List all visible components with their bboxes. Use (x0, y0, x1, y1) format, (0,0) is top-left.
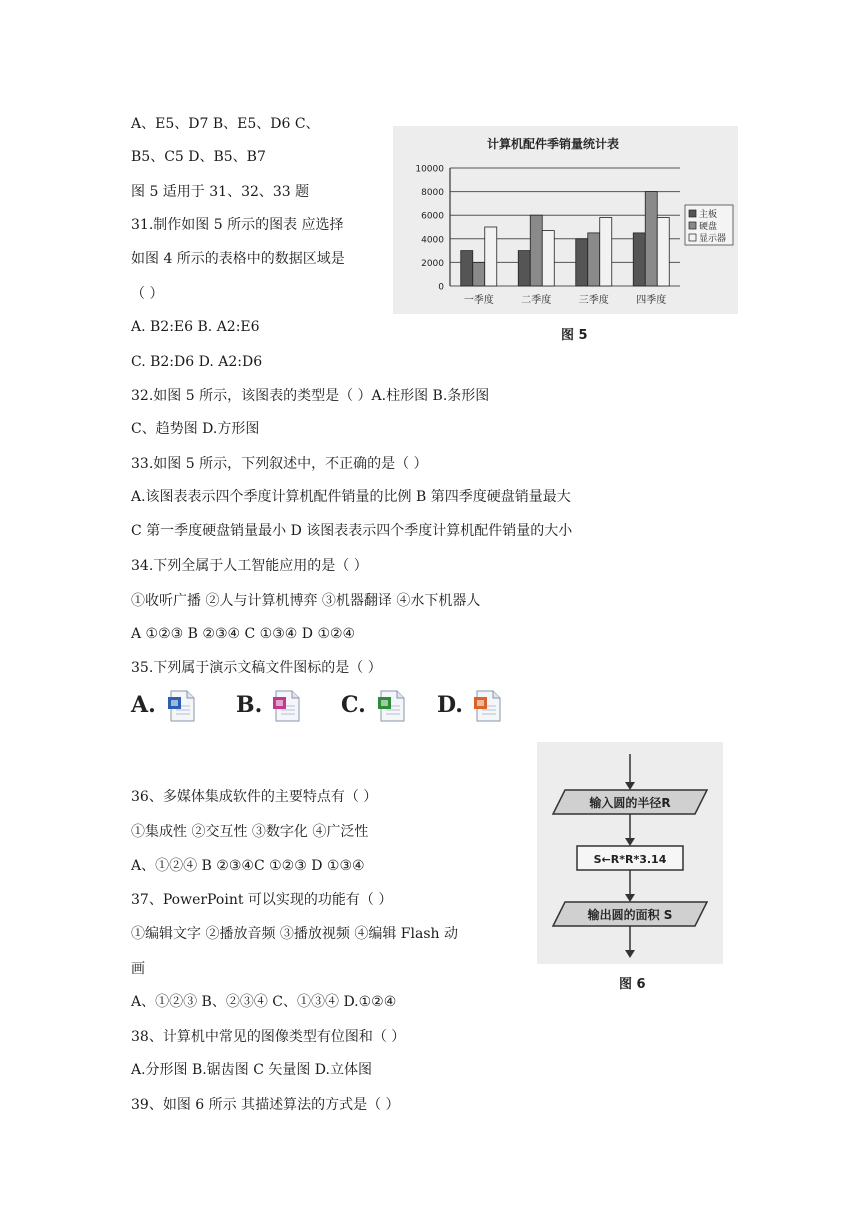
legend-label: 主板 (699, 210, 718, 220)
figure-6-flowchart (537, 742, 723, 964)
text-line-l22: ①编辑文字 ②播放音频 ③播放视频 ④编辑 Flash 动 (131, 926, 458, 942)
publisher-document-icon (272, 689, 302, 723)
text-line-l11: 33.如图 5 所示，下列叙述中，不正确的是（ ） (131, 456, 428, 472)
text-line-l05: 如图 4 所示的表格中的数据区域是 (131, 251, 345, 267)
text-line-l14: 34.下列全属于人工智能应用的是（ ） (131, 558, 368, 574)
bar-显示器-三季度 (600, 218, 612, 286)
icon-option-letter: A. (131, 692, 156, 718)
bar-显示器-二季度 (542, 231, 554, 286)
flowchart-svg (537, 742, 723, 964)
process-step-label: S←R*R*3.14 (593, 853, 667, 866)
text-line-l02: B5、C5 D、B5、B7 (131, 149, 266, 165)
text-line-l20: A、①②④ B ②③④C ①②③ D ①③④ (131, 858, 365, 874)
figure-6-caption: 图 6 (619, 977, 646, 992)
bar-显示器-四季度 (657, 218, 669, 286)
text-line-l13: C 第一季度硬盘销量最小 D 该图表表示四个季度计算机配件销量的大小 (131, 523, 573, 539)
x-tick-label: 三季度 (578, 295, 609, 306)
figure-5-caption: 图 5 (561, 328, 588, 343)
icon-option-letter: B. (236, 692, 263, 718)
text-line-l21: 37、PowerPoint 可以实现的功能有（ ） (131, 892, 393, 908)
icon-options-row (131, 686, 531, 726)
bar-硬盘-四季度 (645, 192, 657, 286)
text-line-l17: 35.下列属于演示文稿文件图标的是（ ） (131, 660, 382, 676)
figure-5-chart (393, 126, 738, 314)
bar-主板-二季度 (518, 251, 530, 286)
text-line-l06: （ ） (131, 286, 164, 302)
input-step-label: 输入圆的半径R (589, 796, 671, 810)
text-line-l01: A、E5、D7 B、E5、D6 C、 (131, 116, 320, 132)
text-line-l24: A、①②③ B、②③④ C、①③④ D.①②④ (131, 994, 397, 1010)
chart-title: 计算机配件季销量统计表 (486, 137, 620, 151)
legend-swatch (689, 210, 696, 217)
text-line-l03: 图 5 适用于 31、32、33 题 (131, 184, 310, 200)
text-line-l18: 36、多媒体集成软件的主要特点有（ ） (131, 789, 378, 805)
text-line-l08: C. B2:D6 D. A2:D6 (131, 354, 263, 370)
powerpoint-document-icon (473, 689, 503, 723)
text-line-l25: 38、计算机中常见的图像类型有位图和（ ） (131, 1029, 406, 1045)
icon-option-letter: D. (437, 692, 463, 718)
text-line-l12: A.该图表表示四个季度计算机配件销量的比例 B 第四季度硬盘销量最大 (131, 489, 571, 505)
text-line-l09: 32.如图 5 所示，该图表的类型是（ ）A.柱形图 B.条形图 (131, 388, 490, 404)
text-line-l26: A.分形图 B.锯齿图 C 矢量图 D.立体图 (131, 1062, 372, 1078)
bar-主板-一季度 (461, 251, 473, 286)
legend-label: 显示器 (699, 234, 727, 244)
text-line-l16: A ①②③ B ②③④ C ①③④ D ①②④ (131, 626, 356, 642)
y-tick-label: 0 (438, 282, 444, 293)
text-line-l15: ①收听广播 ②人与计算机博弈 ③机器翻译 ④水下机器人 (131, 593, 481, 609)
bar-主板-四季度 (633, 233, 645, 286)
bar-硬盘-一季度 (473, 262, 485, 286)
y-tick-label: 10000 (415, 164, 444, 175)
x-tick-label: 二季度 (521, 295, 552, 306)
text-line-l27: 39、如图 6 所示 其描述算法的方式是（ ） (131, 1097, 400, 1113)
x-tick-label: 四季度 (636, 295, 667, 306)
bar-主板-三季度 (576, 239, 588, 286)
y-tick-label: 2000 (421, 258, 444, 269)
text-line-l07: A. B2:E6 B. A2:E6 (131, 319, 260, 335)
y-tick-label: 8000 (421, 188, 444, 199)
bar-硬盘-三季度 (588, 233, 600, 286)
chart-5-svg (393, 126, 738, 314)
legend-swatch (689, 222, 696, 229)
text-line-l23: 画 (131, 961, 145, 977)
output-step-label: 输出圆的面积 S (587, 908, 673, 922)
legend-label: 硬盘 (699, 222, 718, 232)
text-line-l19: ①集成性 ②交互性 ③数字化 ④广泛性 (131, 824, 369, 840)
text-line-l10: C、趋势图 D.方形图 (131, 421, 260, 437)
bar-硬盘-二季度 (530, 215, 542, 286)
bar-显示器-一季度 (485, 227, 497, 286)
text-line-l04: 31.制作如图 5 所示的图表 应选择 (131, 217, 344, 233)
x-tick-label: 一季度 (463, 295, 494, 306)
icon-option-letter: C. (341, 692, 366, 718)
legend-swatch (689, 234, 696, 241)
y-tick-label: 4000 (421, 235, 444, 246)
word-document-icon (167, 689, 197, 723)
excel-document-icon (377, 689, 407, 723)
y-tick-label: 6000 (421, 211, 444, 222)
